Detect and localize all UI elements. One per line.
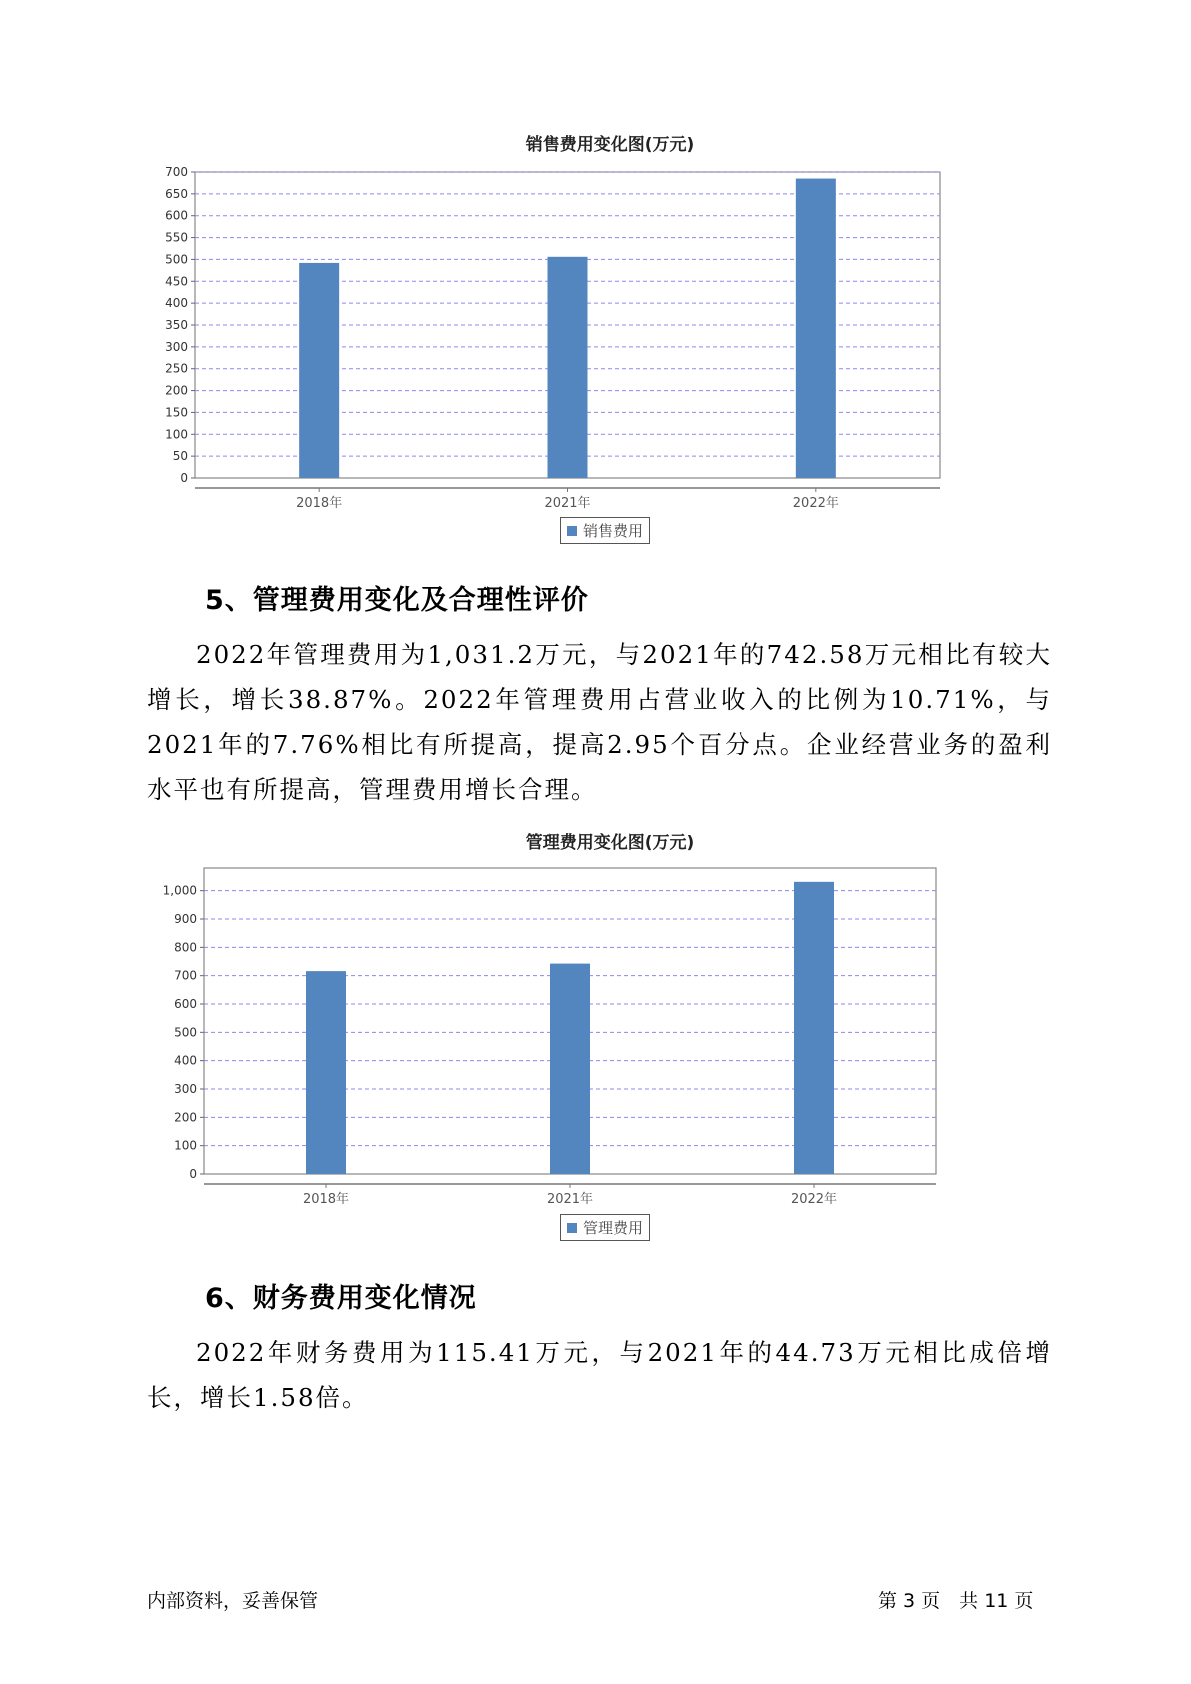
y-tick-label: 800	[174, 940, 197, 955]
chart-title: 销售费用变化图(万元)	[525, 135, 695, 155]
y-tick-label: 600	[165, 208, 188, 223]
x-tick-label: 2021年	[544, 496, 591, 511]
y-tick-label: 150	[165, 405, 188, 420]
y-tick-label: 0	[189, 1167, 197, 1181]
legend-swatch	[567, 1223, 577, 1233]
x-tick-label: 2018年	[296, 496, 343, 511]
y-tick-label: 300	[165, 339, 188, 354]
bar	[299, 263, 339, 478]
y-tick-label: 1,000	[162, 883, 197, 898]
section-heading: 6、财务费用变化情况	[205, 1283, 477, 1314]
chart-legend	[560, 517, 650, 544]
bar	[794, 882, 834, 1174]
section-paragraph	[147, 632, 1052, 812]
y-tick-label: 300	[174, 1082, 197, 1096]
y-tick-label: 600	[174, 997, 197, 1011]
y-tick-label: 200	[174, 1110, 197, 1125]
sales-expense-chart	[190, 130, 1030, 155]
sales-expense-chart-plot	[150, 160, 1040, 511]
paragraph-text: 2022年财务费用为115.41万元，与2021年的44.73万元相比成倍增长，增长1.58倍。	[147, 1338, 1052, 1412]
y-tick-label: 450	[165, 274, 188, 289]
y-tick-label: 250	[165, 361, 188, 376]
y-tick-label: 500	[174, 1025, 197, 1040]
y-tick-label: 700	[174, 968, 197, 983]
y-tick-label: 700	[165, 165, 188, 179]
y-tick-label: 400	[165, 296, 188, 311]
x-tick-label: 2022年	[792, 496, 839, 511]
bar	[306, 971, 346, 1174]
paragraph-text: 2022年管理费用为1,031.2万元，与2021年的742.58万元相比有较大增长，增长38.87%。2022年管理费用占营业收入的比例为10.71%，与2021年的7.76%相比有所提高，提高2.95个百分点。企业经营业务的盈利水平也有所提高，管理费用增长合理。	[147, 640, 1052, 804]
y-tick-label: 400	[174, 1053, 197, 1068]
y-tick-label: 100	[174, 1138, 197, 1153]
y-tick-label: 100	[165, 427, 188, 442]
y-tick-label: 650	[165, 186, 188, 201]
admin-expense-chart-plot	[150, 856, 1040, 1207]
x-tick-label: 2021年	[546, 1192, 594, 1207]
y-tick-label: 500	[165, 252, 188, 267]
chart-legend	[560, 1214, 650, 1241]
bar	[548, 257, 588, 478]
chart-title: 管理费用变化图(万元)	[525, 833, 695, 853]
footer-left: 内部资料，妥善保管	[147, 1590, 319, 1612]
y-tick-label: 900	[174, 912, 197, 926]
bar	[796, 179, 836, 478]
admin-expense-chart	[190, 828, 1030, 853]
y-tick-label: 550	[165, 230, 188, 245]
legend-label: 销售费用	[583, 522, 644, 540]
section-paragraph	[147, 1330, 1052, 1420]
bar	[550, 964, 590, 1174]
legend-label: 管理费用	[583, 1219, 644, 1237]
y-tick-label: 200	[165, 383, 188, 398]
section-heading: 5、管理费用变化及合理性评价	[205, 585, 589, 616]
footer-page-number: 第 3 页 共 11 页	[878, 1590, 1034, 1612]
x-tick-label: 2022年	[790, 1192, 838, 1207]
legend-swatch	[567, 526, 577, 536]
y-tick-label: 0	[180, 471, 188, 485]
y-tick-label: 350	[165, 318, 188, 332]
y-tick-label: 50	[172, 449, 188, 464]
x-tick-label: 2018年	[302, 1192, 350, 1207]
